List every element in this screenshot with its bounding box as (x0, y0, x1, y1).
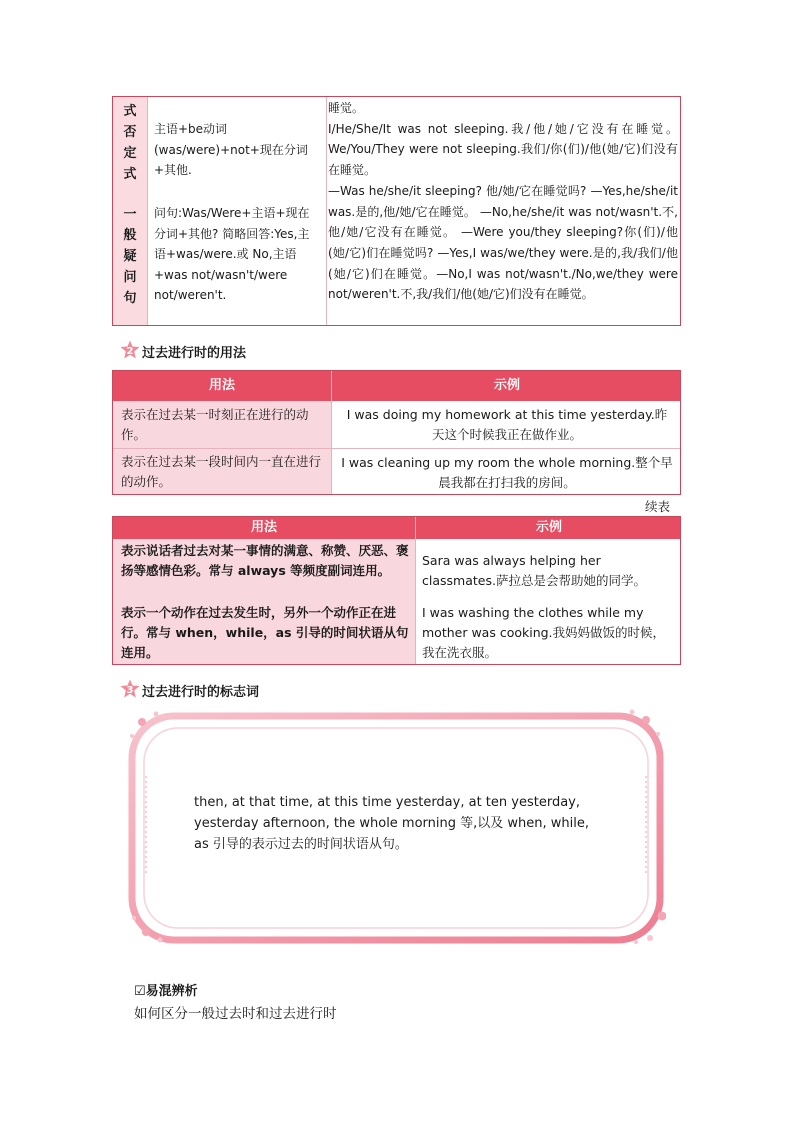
header-usage: 用法 (113, 517, 415, 539)
question-rule: 问句:Was/Were+主语+现在分词+其他? 简略回答:Yes,主语+was/were.或 No,主语+was not/wasn't/were not/weren't. (154, 206, 310, 302)
header-usage: 用法 (113, 371, 331, 401)
row-label-question: 一 般 疑 问 句 (123, 207, 137, 306)
signal-words-text: then, at that time, at this time yesterday, at ten yesterday, yesterday afternoon, the whole morning 等,以及 when, while, as 引导的表示过去的时间状语从句。 (194, 795, 590, 852)
table-row-example: Sara was always helping her classmates.萨拉总是会帮助她的同学。 (422, 553, 646, 588)
star-number-icon (120, 679, 140, 699)
header-example: 示例 (332, 371, 681, 401)
example-paragraph: I/He/She/It was not sleeping.我/他/她/它没有在睡觉。We/You/They were not sleeping.我们/你(们)/他(她/它)们没有在睡觉。 (328, 121, 678, 178)
usage-table-continued (112, 516, 681, 665)
star-number-icon (120, 340, 140, 360)
checkbox-icon: ☑ (134, 984, 146, 999)
table-row-example: I was doing my homework at this time yesterday.昨天这个时候我正在做作业。 (346, 407, 668, 442)
table-row-usage: 表示一个动作在过去发生时，另外一个动作正在进行。常与 when，while，as 引导的时间状语从句连用。 (121, 605, 409, 660)
section-title: 过去进行时的用法 (142, 346, 247, 361)
conjugation-table (112, 96, 681, 326)
confusion-analysis-heading (134, 980, 198, 999)
examples-text (328, 98, 678, 305)
header-example: 示例 (416, 517, 681, 539)
svg-text:3: 3 (126, 685, 134, 696)
usage-table (112, 370, 681, 495)
row-label-negative: 式 否 定 式 (123, 104, 137, 182)
continued-label: 续表 (645, 499, 671, 514)
table-row-usage: 表示说话者过去对某一事情的满意、称赞、厌恶、褒扬等感情色彩。常与 always 等频度副词连用。 (121, 543, 409, 578)
table-row-example: I was cleaning up my room the whole morning.整个早晨我都在打扫我的房间。 (341, 455, 673, 490)
svg-text:2: 2 (126, 346, 134, 357)
column-divider (147, 97, 148, 325)
section-title: 过去进行时的标志词 (142, 685, 260, 700)
table-row-usage: 表示在过去某一段时间内一直在进行的动作。 (121, 454, 322, 489)
negative-rule: 主语+be动词(was/were)+not+现在分词+其他. (154, 122, 308, 177)
table-row-example: I was washing the clothes while my mother was cooking.我妈妈做饭的时候，我在洗衣服。 (422, 605, 666, 660)
table-row-usage: 表示在过去某一时刻正在进行的动作。 (121, 407, 309, 442)
note-title: 易混辨析 (145, 984, 198, 999)
example-paragraph: —Was he/she/it sleeping? 他/她/它在睡觉吗? —Yes,he/she/it was.是的,他/她/它在睡觉。 —No,he/she/it was not/wasn't.不,他/她/它没有在睡觉。 —Were you/they sleeping?你(们)/他(她/它)们在睡觉吗? —Yes,I was/we/they were.是的,我/我们/他(她/它)们在睡觉。—No,I was not/wasn't./No,we/they were not/weren't.不,我/我们/他(她/它)们没有在睡觉。 (328, 183, 678, 302)
example-paragraph: 睡觉。 (328, 101, 365, 115)
note-body: 如何区分一般过去时和过去进行时 (134, 1006, 337, 1022)
column-divider (326, 97, 327, 325)
